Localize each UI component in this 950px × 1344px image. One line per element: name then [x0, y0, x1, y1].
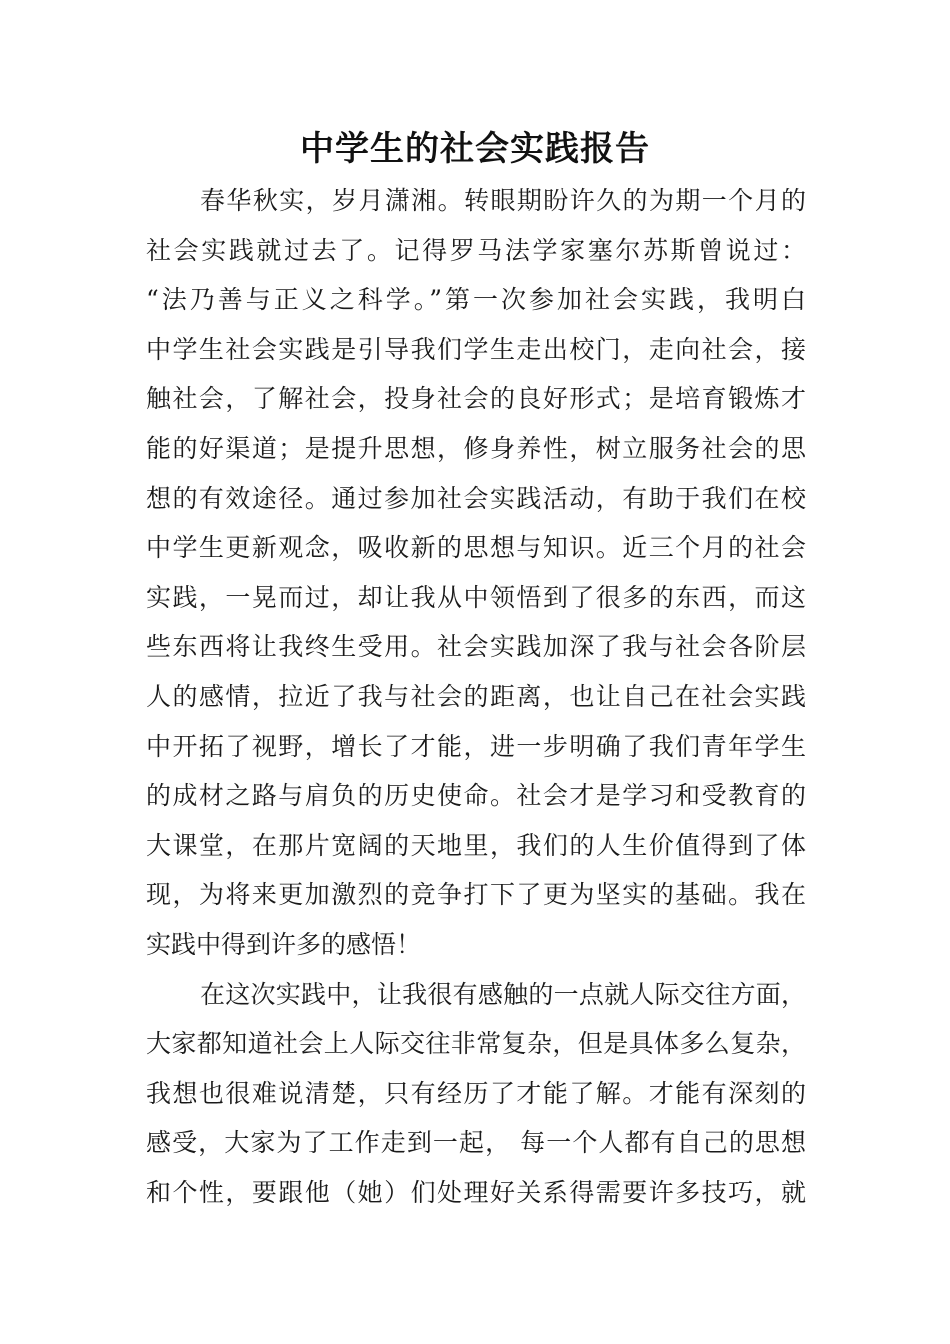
text-line: 想的有效途径。通过参加社会实践活动，有助于我们在校 [146, 483, 806, 513]
document-title: 中学生的社会实践报告 [300, 129, 650, 169]
text-line: 感受，大家为了工作走到一起， 每一个人都有自己的思想 [146, 1128, 806, 1158]
text-line: 人的感情，拉近了我与社会的距离，也让自己在社会实践 [146, 681, 806, 711]
text-line: “法乃善与正义之科学。”第一次参加社会实践，我明白 [146, 285, 806, 315]
text-line: 中开拓了视野，增长了才能，进一步明确了我们青年学生 [146, 731, 806, 761]
text-line: 触社会，了解社会，投身社会的良好形式；是培育锻炼才 [146, 384, 806, 414]
text-line: 实践，一晃而过，却让我从中领悟到了很多的东西，而这 [146, 582, 806, 612]
text-line: 中学生社会实践是引导我们学生走出校门，走向社会，接 [146, 334, 806, 364]
text-line: 些东西将让我终生受用。社会实践加深了我与社会各阶层 [146, 632, 806, 662]
text-line: 春华秋实，岁月潇湘。转眼期盼许久的为期一个月的 [200, 186, 806, 215]
text-line: 实践中得到许多的感悟！ [146, 929, 422, 959]
text-line: 的成材之路与肩负的历史使命。社会才是学习和受教育的 [146, 781, 806, 811]
text-line: 现，为将来更加激烈的竞争打下了更为坚实的基础。我在 [146, 880, 806, 910]
text-line: 能的好渠道；是提升思想，修身养性，树立服务社会的思 [146, 433, 806, 463]
text-line: 大课堂，在那片宽阔的天地里，我们的人生价值得到了体 [146, 830, 806, 860]
text-line: 我想也很难说清楚，只有经历了才能了解。才能有深刻的 [146, 1078, 806, 1108]
text-line: 在这次实践中，让我很有感触的一点就人际交往方面， [200, 979, 806, 1009]
text-line: 中学生更新观念，吸收新的思想与知识。近三个月的社会 [146, 533, 806, 563]
text-line: 大家都知道社会上人际交往非常复杂，但是具体多么复杂， [146, 1029, 806, 1059]
text-line: 和个性，要跟他（她）们处理好关系得需要许多技巧，就 [146, 1177, 806, 1207]
text-line: 社会实践就过去了。记得罗马法学家塞尔苏斯曾说过： [146, 235, 806, 265]
document-body [146, 176, 806, 1217]
